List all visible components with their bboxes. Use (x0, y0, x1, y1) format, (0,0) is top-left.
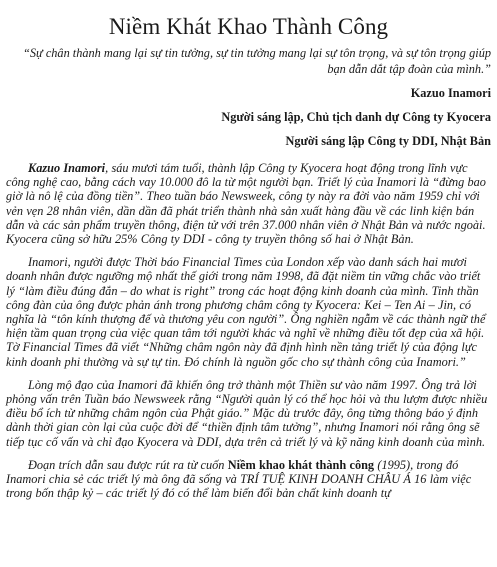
paragraph-1-lead-name: Kazuo Inamori (28, 161, 106, 175)
page-title: Niềm Khát Khao Thành Công (108, 14, 389, 39)
paragraph-2: Inamori, người được Thời báo Financial Times của London xếp vào danh sách hai mươi doanh nhân được ngưỡng mộ nhất thế giới trong năm 1998, đã đặt niềm tin vững chắc vào triết lý “làm điều đúng đắn – do what is right” trong các hoạt động kinh doanh của mình. Tinh thần công đàn của ông được phản ánh trong phương châm công ty Kyocera: Kei – Ten Ai – Jin, có nghĩa là “tôn kính thượng đế và thương yêu con người”. Ông nghiền ngẫm về các thành ngữ thể hiện tầm quan trọng của việc quan tâm tới người khác và nghĩ về những điều tốt đẹp của xã hội. Tờ Financial Times đã viết “Những châm ngôn này đã định hình nền tảng triết lý của động lực kinh doanh phi thường và sự tự tin. Đó chính là nguồn gốc cho sự thành công của Inamori.” (6, 255, 486, 369)
paragraph-4 (6, 458, 491, 501)
article-body (6, 161, 491, 500)
paragraph-4-book-title: Niềm khao khát thành công (227, 457, 375, 472)
paragraph-4-before: Đoạn trích dẫn sau được rút ra từ cuốn (28, 457, 228, 472)
author-role-kyocera: Người sáng lập, Chủ tịch danh dự Công ty Kyocera (221, 110, 491, 124)
author-role-ddi: Người sáng lập Công ty DDI, Nhật Bản (285, 134, 491, 148)
author-name: Kazuo Inamori (410, 86, 491, 100)
paragraph-3: Lòng mộ đạo của Inamori đã khiến ông trở thành một Thiền sư vào năm 1997. Ông trả lời phỏng vấn trên Tuần báo Newsweek rằng “Người quản lý có thể học hỏi và thu lượm được nhiều điều bổ ích từ những châm ngôn của Phật giáo.” Mặc dù trước đây, ông từng thông báo ý định dành thời gian còn lại của cuộc đời để “thiền định tâm tưởng”, nhưng Inamori nói rằng ông sẽ tiếp tục cố vấn và chỉ đạo Kyocera và DDI, dựa trên cả triết lý và kỹ năng kinh doanh của mình. (6, 377, 488, 449)
paragraph-1 (6, 161, 491, 246)
paragraph-4-after: (1995), trong đó Inamori chia sẻ các triết lý mà ông đã sống và TRÍ TUỆ KINH DOANH CHÂU Á 16 làm việc trong bốn thập kỷ – các triết lý đó có thể làm biến đổi bản chất kinh doanh tự (6, 457, 472, 501)
epigraph-quote: “Sự chân thành mang lại sự tin tưởng, sự tin tưởng mang lại sự tôn trọng, và sự tôn trọng giúp bạn dẫn dắt tập đoàn của mình.” (23, 46, 491, 76)
paragraph-1-text: , sáu mươi tám tuổi, thành lập Công ty Kyocera hoạt động trong lĩnh vực công nghệ cao, bằng cách vay 10.000 đô la từ một người bạn. Triết lý của Inamori là “đừng bao giờ là nô lệ của đồng tiền”. Theo tuần báo Newsweek, công ty này ra đời vào năm 1959 chỉ với vẻn vẹn 28 nhân viên, dần dần đã phát triển thành nhà sản xuất hàng đầu về các linh kiện bán dẫn và các sản phẩm truyền thông, điện tử với trên 37.000 nhân viên ở Nhật Bản và nước ngoài. Kyocera cũng sở hữu 25% Công ty DDI - công ty truyền thông số hai ở Nhật Bản. (6, 161, 486, 247)
author-credits (6, 85, 491, 157)
